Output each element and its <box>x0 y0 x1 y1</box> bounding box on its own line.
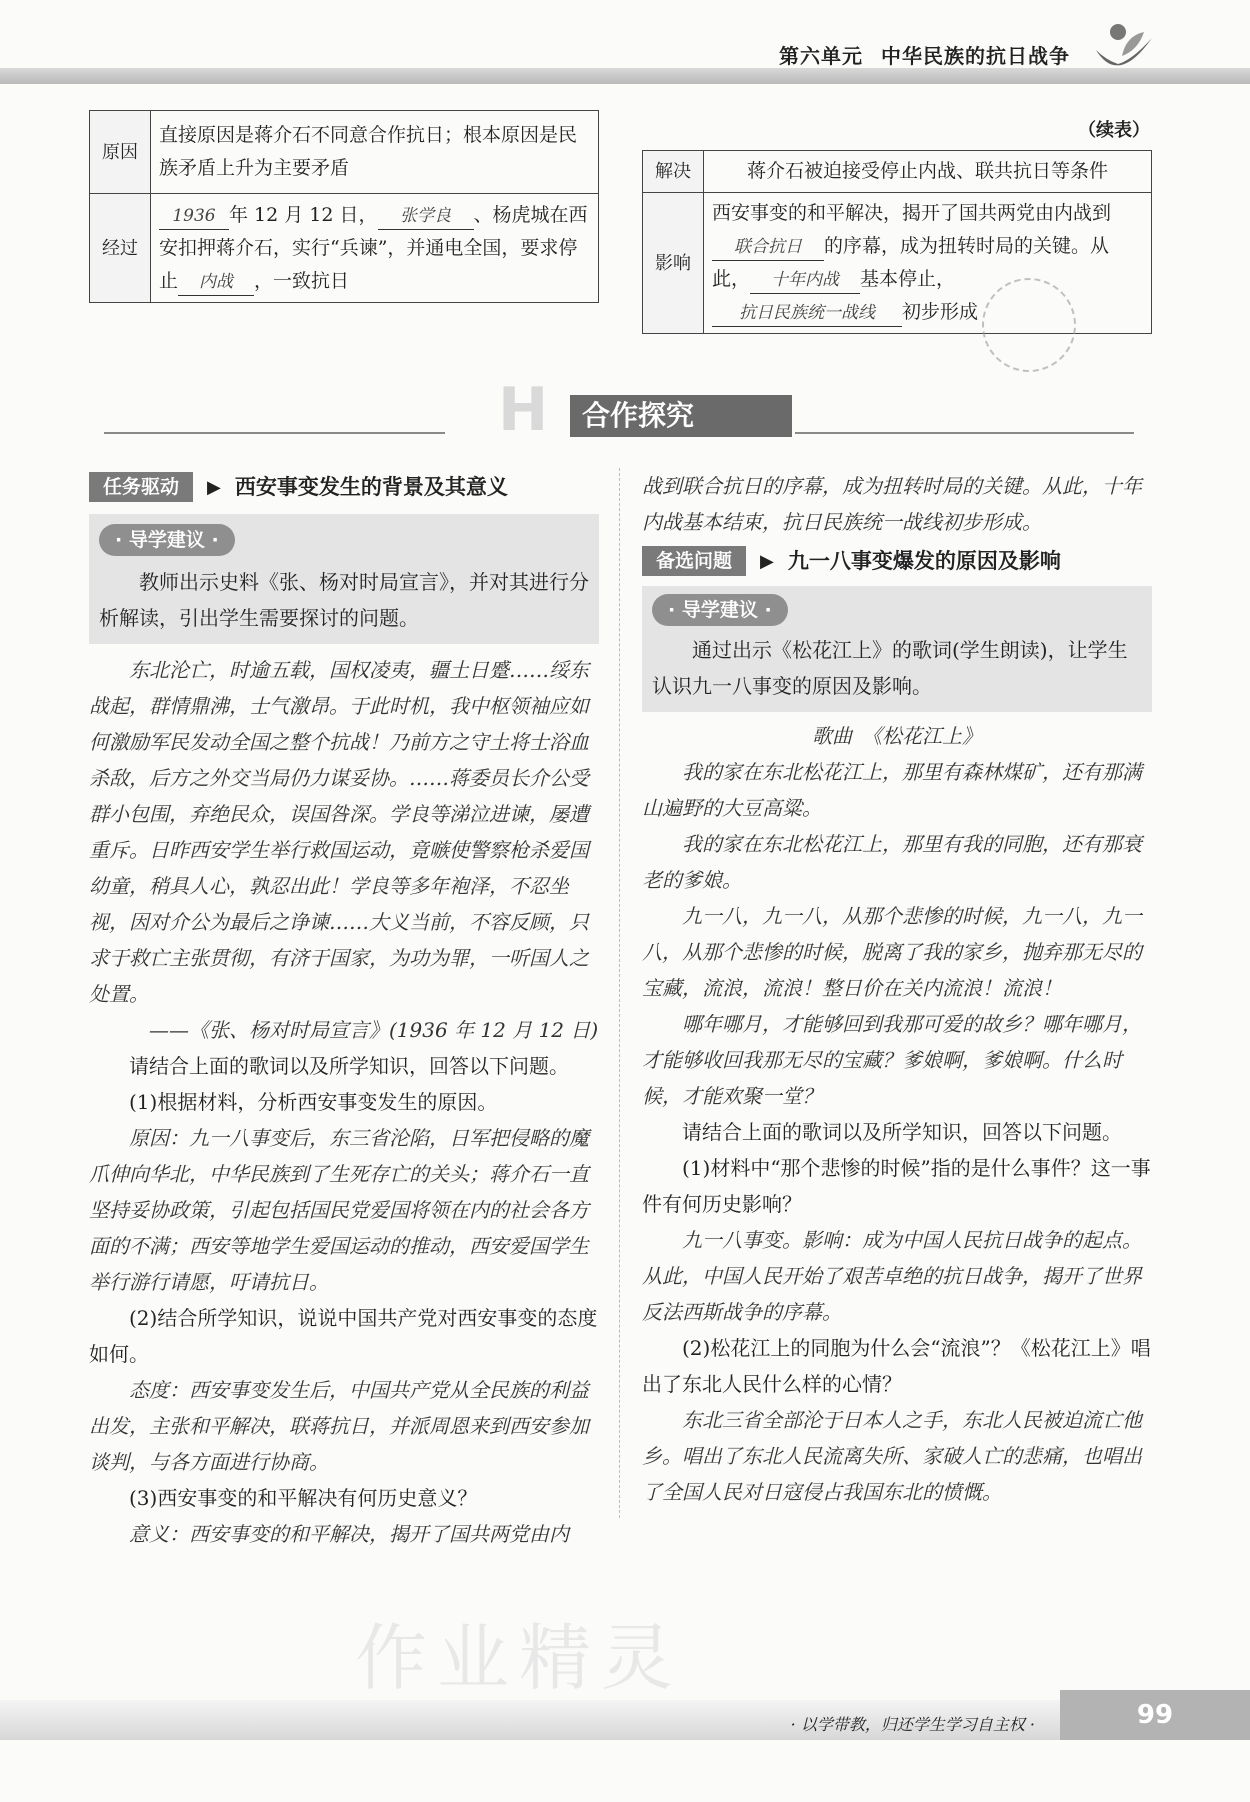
section-title: 合作探究 <box>570 395 792 437</box>
person-blank: 张学良 <box>378 203 474 230</box>
continued-label: （续表） <box>1078 120 1150 141</box>
task2-header <box>642 546 1152 576</box>
table-row <box>90 194 599 303</box>
header-band <box>0 68 1250 84</box>
task1-q1: (1)根据材料，分析西安事变发生的原因。 <box>129 1090 498 1114</box>
column-divider <box>619 468 621 1518</box>
leaf-logo-icon <box>1092 20 1156 80</box>
impact-blank-2: 十年内战 <box>750 267 860 294</box>
task2-q1: (1)材料中“那个悲惨的时候”指的是什么事件？这一事件有何历史影响？ <box>642 1156 1151 1216</box>
impact-blank-3: 抗日民族统一战线 <box>712 300 902 327</box>
lyric-2: 我的家在东北松花江上，那里有我的同胞，还有那衰老的爹娘。 <box>642 832 1142 892</box>
task1-a2: 态度：西安事变发生后，中国共产党从全民族的利益出发，主张和平解决，联蒋抗日，并派周恩来到西安参加谈判，与各方面进行协商。 <box>89 1378 589 1474</box>
solve-label: 解决 <box>643 151 704 193</box>
stop-blank: 内战 <box>178 269 254 296</box>
impact-label: 影响 <box>643 193 704 334</box>
task2-column <box>642 468 1152 1510</box>
solve-text: 蒋介石被迫接受停止内战、联共抗日等条件 <box>704 151 1152 193</box>
impact-text-2: 的序幕，成为扭转时局的关键。从此， <box>712 235 1110 290</box>
year-blank: 1936 <box>159 203 229 230</box>
song-title: 歌曲 《松花江上》 <box>812 724 982 748</box>
task1-tag: 任务驱动 <box>89 472 193 502</box>
lyric-3: 九一八，九一八，从那个悲惨的时候，九一八，九一八，从那个悲惨的时候，脱离了我的家乡，抛弃那无尽的宝藏，流浪，流浪！整日价在关内流浪！流浪！ <box>642 904 1142 1000</box>
process-text-1: 年 12 月 12 日， <box>229 203 378 226</box>
impact-text-4: 初步形成 <box>902 301 979 323</box>
process-text-2: 、杨虎城在西安扣押蒋介石，实行“兵谏”，并通电全国，要求停止 <box>159 203 588 292</box>
watermark: 作业精灵 <box>355 1616 684 1700</box>
task1-guide-box <box>89 514 599 644</box>
lyric-4: 哪年哪月，才能够回到我那可爱的故乡？哪年哪月，才能够收回我那无尽的宝藏？爹娘啊，爹娘啊。什么时候，才能欢聚一堂？ <box>642 1012 1142 1108</box>
section-letter: H <box>498 375 549 445</box>
task1-a3-part2: 战到联合抗日的序幕，成为扭转时局的关键。从此，十年内战基本结束，抗日民族统一战线初步形成。 <box>642 474 1142 534</box>
task2-guide-tag: · 导学建议 · <box>652 594 788 626</box>
task1-guide-tag: · 导学建议 · <box>99 524 235 556</box>
task1-column <box>89 472 599 1552</box>
table-row <box>643 193 1152 334</box>
task2-prompt: 请结合上面的歌词以及所学知识，回答以下问题。 <box>682 1120 1122 1144</box>
task2-title: 九一八事变爆发的原因及影响 <box>787 549 1061 573</box>
task1-q2: (2)结合所学知识，说说中国共产党对西安事变的态度如何。 <box>89 1306 598 1366</box>
footer-slogan: · 以学带教，归还学生学习自主权 · <box>790 1715 1035 1734</box>
process-text <box>151 194 599 303</box>
task1-guide-text: 教师出示史料《张、杨对时局宣言》，并对其进行分析解读，引出学生需要探讨的问题。 <box>99 570 589 630</box>
table-row <box>643 151 1152 193</box>
task2-guide-text: 通过出示《松花江上》的歌词(学生朗读)，让学生认识九一八事变的原因及影响。 <box>652 638 1128 698</box>
task1-q3: (3)西安事变的和平解决有何历史意义？ <box>129 1486 478 1510</box>
impact-text-1: 西安事变的和平解决，揭开了国共两党由内战到 <box>712 202 1112 224</box>
task2-guide-box <box>642 586 1152 712</box>
triangle-icon: ▶ <box>207 476 221 498</box>
task1-prompt: 请结合上面的歌词以及所学知识，回答以下问题。 <box>129 1054 569 1078</box>
task2-q2: (2)松花江上的同胞为什么会“流浪”？《松花江上》唱出了东北人民什么样的心情？ <box>642 1336 1151 1396</box>
reason-label: 原因 <box>90 111 151 194</box>
header-title <box>761 40 1070 69</box>
task1-header <box>89 472 599 502</box>
task1-a1: 原因：九一八事变后，东三省沦陷，日军把侵略的魔爪伸向华北，中华民族到了生死存亡的关头；蒋介石一直坚持妥协政策，引起包括国民党爱国将领在内的社会各方面的不满；西安等地学生爱国运动的推动，西安爱国学生举行游行请愿，吁请抗日。 <box>89 1126 589 1294</box>
impact-blank-1: 联合抗日 <box>712 234 824 261</box>
task2-a2: 东北三省全部沦于日本人之手，东北人民被迫流亡他乡。唱出了东北人民流离失所、家破人亡的悲痛，也唱出了全国人民对日寇侵占我国东北的愤慨。 <box>642 1408 1142 1504</box>
event-table-left <box>89 110 599 303</box>
event-table-right <box>642 150 1152 334</box>
table-row <box>90 111 599 194</box>
task1-a3-part1: 意义：西安事变的和平解决，揭开了国共两党由内 <box>129 1522 569 1546</box>
reason-text: 直接原因是蒋介石不同意合作抗日；根本原因是民族矛盾上升为主要矛盾 <box>151 111 599 194</box>
lyric-1: 我的家在东北松花江上，那里有森林煤矿，还有那满山遍野的大豆高粱。 <box>642 760 1142 820</box>
page-number: 99 <box>1060 1690 1250 1740</box>
task2-tag: 备选问题 <box>642 546 746 576</box>
task1-title: 西安事变发生的背景及其意义 <box>234 475 508 499</box>
impact-text <box>704 193 1152 334</box>
unit-label: 第六单元 <box>779 44 863 68</box>
task1-quote: 东北沦亡，时逾五载，国权凌夷，疆土日蹙……绥东战起，群情鼎沸，士气激昂。于此时机，我中枢领袖应如何激励军民发动全国之整个抗战！乃前方之守土将士浴血杀敌，后方之外交当局仍力谋妥协。……蒋委员长介公受群小包围，弃绝民众，误国咎深。学良等涕泣进谏，屡遭重斥。日昨西安学生举行救国运动，竟嗾使警察枪杀爱国幼童，稍具人心，孰忍出此！学良等多年袍泽，不忍坐视，因对介公为最后之诤谏……大义当前，不容反顾，只求于救亡主张贯彻，有济于国家，为功为罪，一听国人之处置。 <box>89 658 589 1006</box>
task2-a1: 九一八事变。影响：成为中国人民抗日战争的起点。从此，中国人民开始了艰苦卓绝的抗日战争，揭开了世界反法西斯战争的序幕。 <box>642 1228 1142 1324</box>
impact-text-3: 基本停止， <box>860 268 956 290</box>
process-label: 经过 <box>90 194 151 303</box>
task1-source: ——《张、杨对时局宣言》(1936 年 12 月 12 日) <box>149 1018 599 1042</box>
unit-title: 中华民族的抗日战争 <box>881 44 1070 68</box>
triangle-icon: ▶ <box>760 550 774 572</box>
process-text-3: ，一致抗日 <box>254 269 350 292</box>
